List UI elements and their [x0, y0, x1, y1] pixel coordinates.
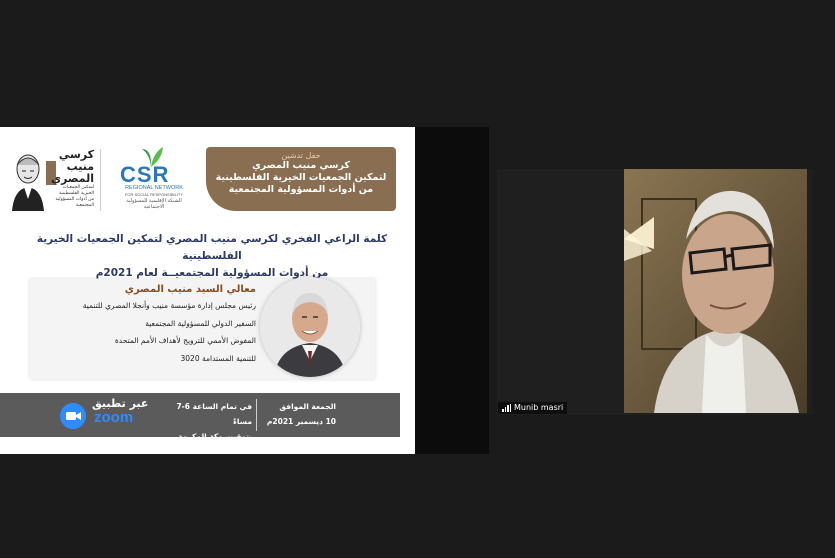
participant-video-feed — [624, 169, 807, 413]
logo-divider — [100, 149, 101, 211]
csr-logo — [112, 145, 192, 209]
chair-logo-subtitle: لتمكين الجمعيات الخيرية الفلسطينية من أدوات المسؤولية المجتمعية — [55, 185, 94, 208]
zoom-wordmark: zoom — [94, 409, 134, 426]
headline-line-2: من أدوات المسؤولية المجتمعيــة لعام 2021م — [95, 267, 329, 279]
info-divider — [256, 399, 257, 431]
shared-screen — [0, 127, 415, 454]
csr-letters: CSR — [120, 162, 170, 187]
event-time-line-1: في تمام الساعة 6-7 مساءً — [176, 402, 252, 426]
participant-name-tag — [498, 402, 567, 414]
banner-launch-text: حفل تدشين — [281, 151, 321, 160]
speaker-title-2: السفير الدولي للمسؤولية المجتمعية — [145, 318, 256, 328]
headline-line-1: كلمة الراعي الفخري لكرسي منيب المصري لتمكين الجمعيات الخيرية الفلسطينية — [36, 233, 388, 262]
banner-line-4: من أدوات المسؤولية المجتمعية — [228, 184, 374, 195]
csr-for-text: FOR SOCIAL RESPONSIBILITY — [124, 192, 184, 197]
event-time — [160, 399, 252, 444]
event-date-line-2: 10 ديسمبر 2021م — [266, 417, 336, 426]
participant-video — [624, 169, 807, 413]
portrait-sketch-icon — [8, 149, 48, 211]
event-time-line-2: بتوقيت مكة المكرمة — [178, 432, 252, 441]
banner-line-3: لتمكين الجمعيات الخيرية الفلسطينية — [215, 172, 387, 183]
participant-name: Munib masri — [514, 403, 564, 412]
event-banner — [206, 147, 396, 211]
speaker-photo-icon — [260, 277, 360, 377]
via-app-text: عبر تطبيق — [92, 397, 149, 410]
shared-screen-margin — [415, 127, 489, 454]
chair-logo — [6, 147, 96, 213]
event-date-line-1: الجمعة الموافق — [279, 402, 336, 411]
zoom-badge — [56, 393, 156, 437]
zoom-camera-icon — [60, 403, 86, 429]
event-date — [260, 399, 336, 429]
chair-logo-title: كرسي منيب المصري — [50, 148, 94, 185]
flyer-headline — [10, 231, 414, 282]
speaker-title-1: رئيس مجلس إدارة مؤسسة منيب وأنجلا المصري للتنمية — [82, 301, 256, 310]
speaker-name: معالي السيد منيب المصري — [124, 284, 256, 295]
speaker-title-3: المفوض الأممي للترويج لأهداف الأمم المتحدة — [114, 336, 256, 345]
csr-arabic-text: الشبكة الإقليمية للمسؤولية الاجتماعية — [126, 198, 182, 210]
speaker-title-4: للتنمية المستدامة 3020 — [180, 353, 256, 363]
speaker-details — [40, 283, 256, 367]
banner-line-2: كرسي منيب المصري — [252, 160, 350, 171]
csr-regional-text: REGIONAL NETWORK — [125, 185, 183, 191]
signal-bars-icon — [502, 404, 511, 412]
speaker-portrait — [260, 277, 360, 377]
